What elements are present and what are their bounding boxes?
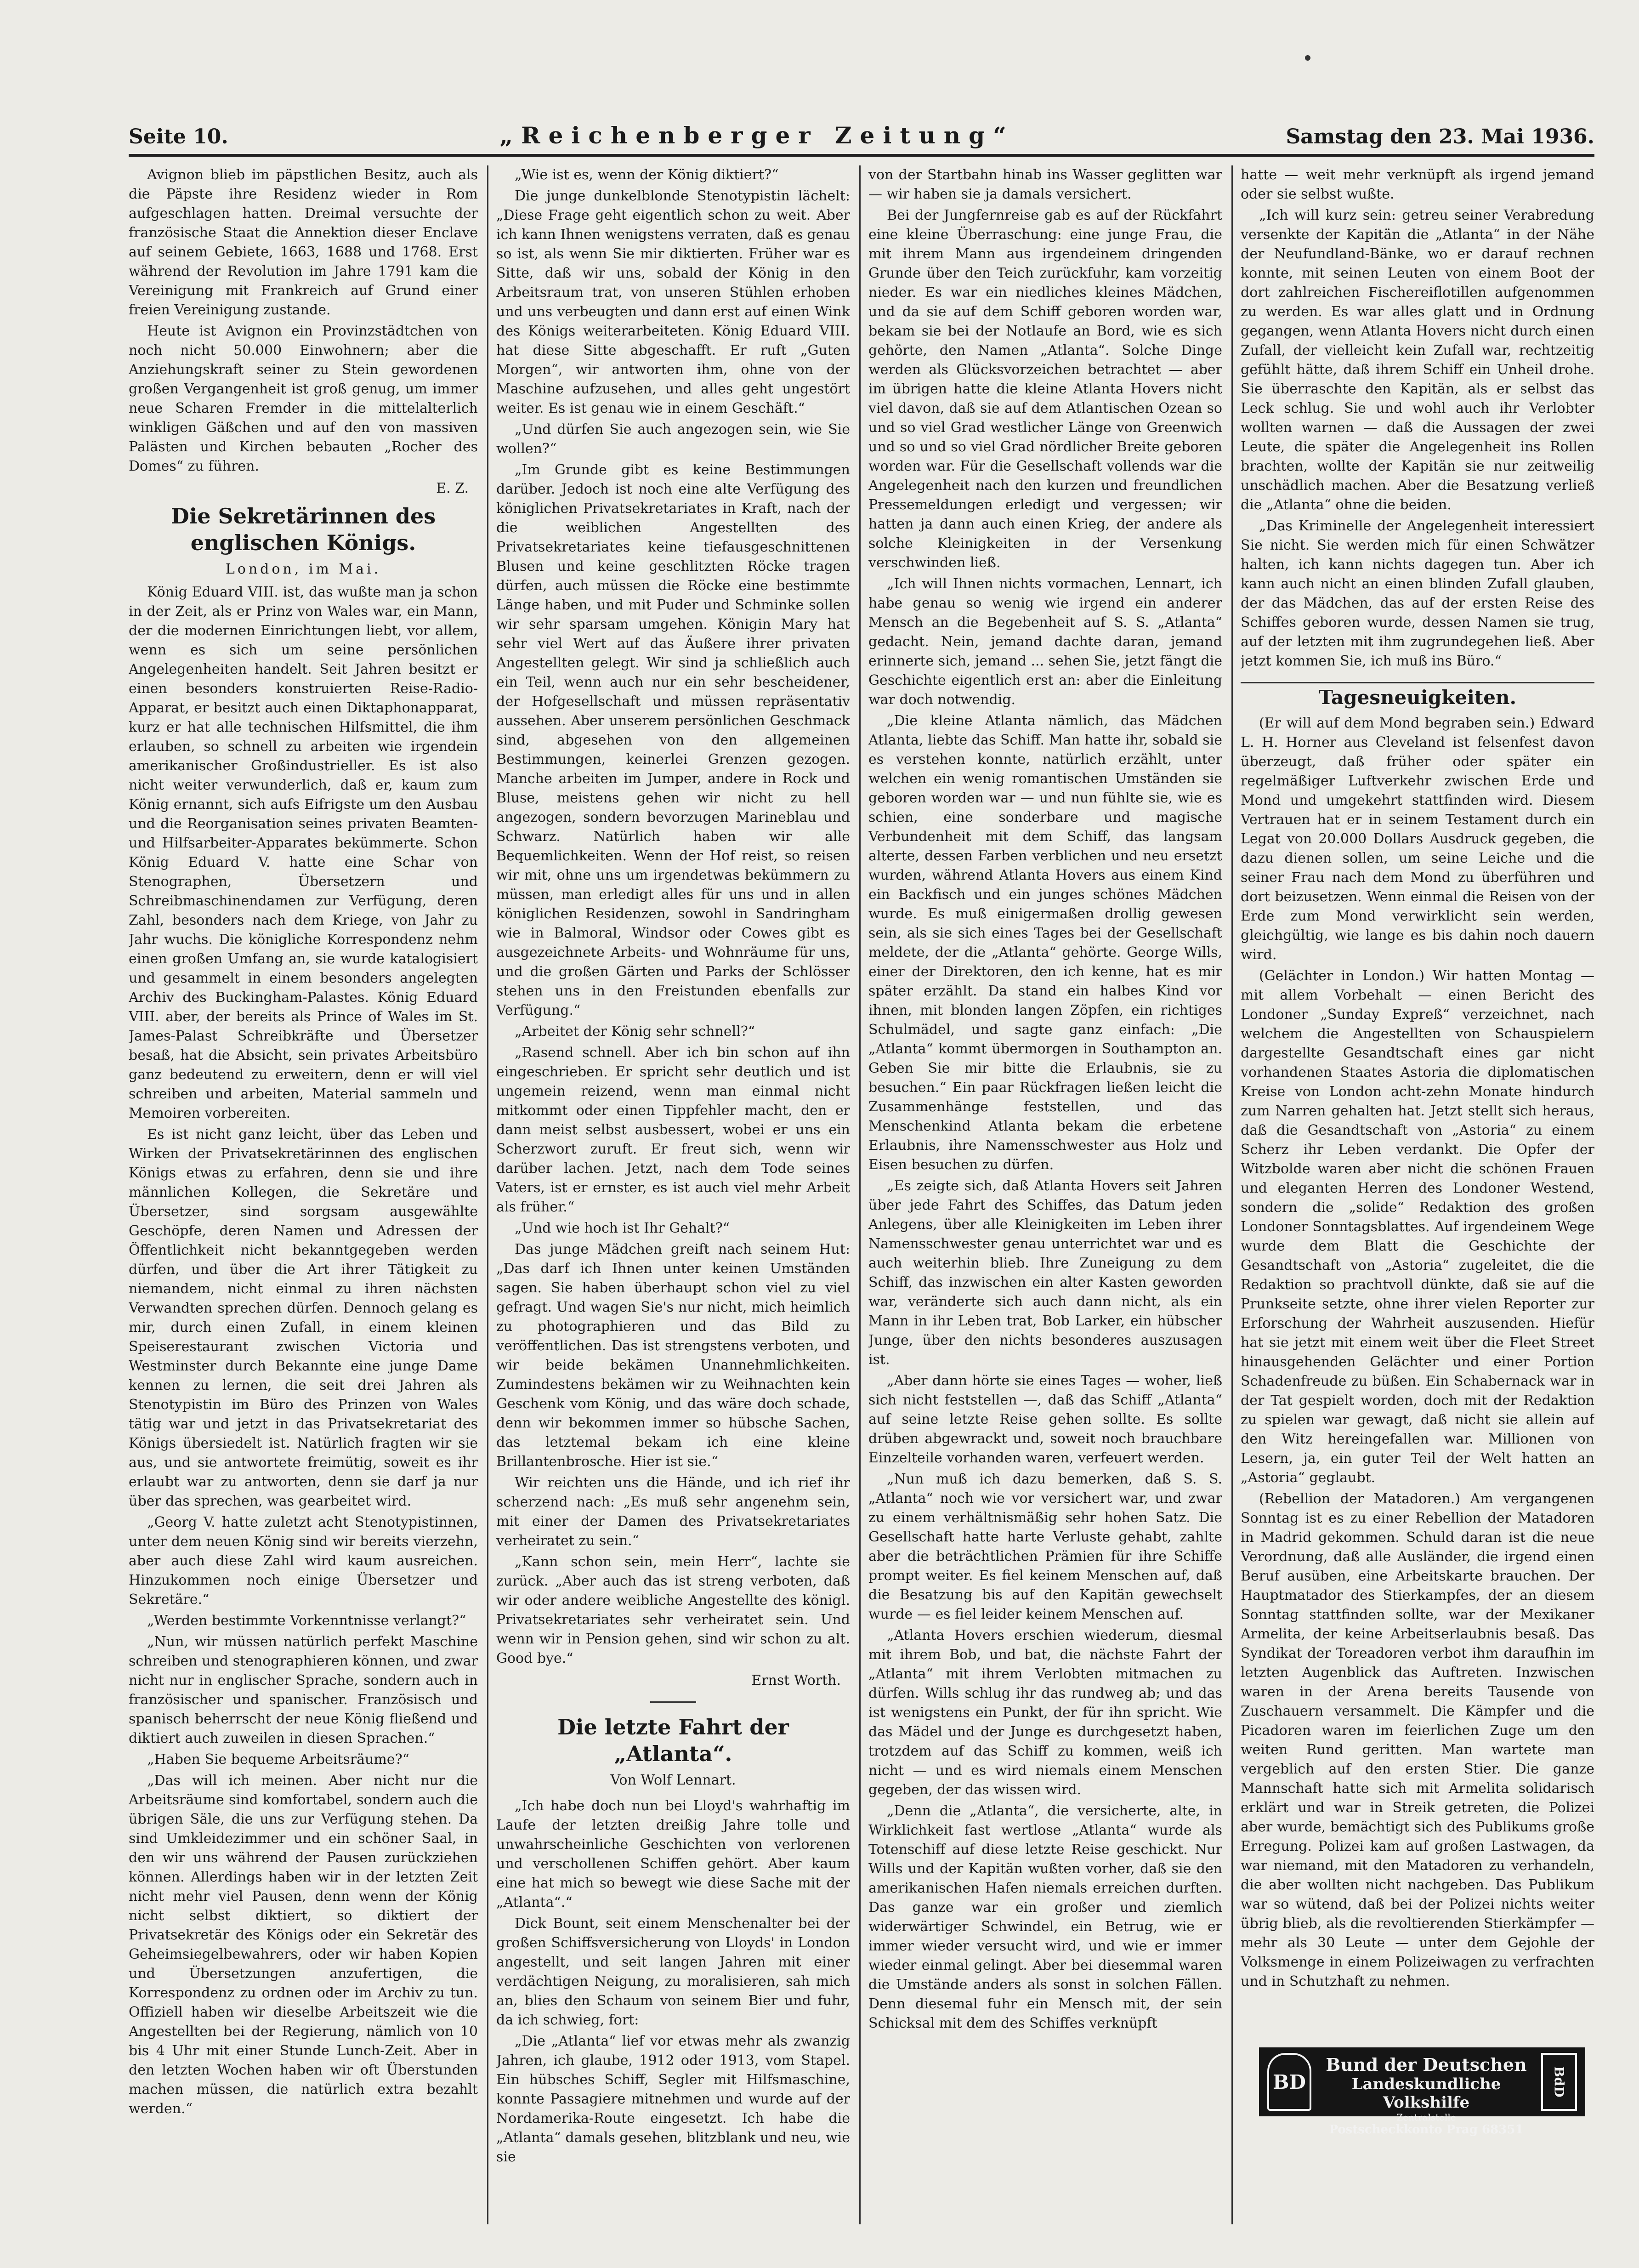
paragraph: „Wie ist es, wenn der König diktiert?“	[515, 167, 779, 183]
paragraph: hatte — weit mehr verknüpft als irgend jemand oder sie selbst wußte.	[1241, 167, 1594, 202]
paragraph: Es ist nicht ganz leicht, über das Leben und Wirken der Privatsekretärinnen des englischen Königs etwas zu erfahren, denn sie und ihre männlichen Kollegen, die Sekretäre und Übersetzer, sind sorgsam ausgewählte Geschöpfe, deren Namen und Adressen der Öffentlichkeit nicht bekanntgegeben werden dürfen, und über die Art ihrer Tätigkeit zu niemandem, nicht einmal zu ihren nächsten Verwandten sprechen dürfen. Dennoch gelang es mir, durch einen Zufall, in einem kleinen Speiserestaurant zwischen Victoria und Westminster durch Bekannte eine junge Dame kennen zu lernen, die seit drei Jahren als Stenotypistin im Büro des Prinzen von Wales tätig war und jetzt in das Privatsekretariat des Königs übersiedelt ist. Natürlich fragten wir sie aus, und sie antwortete freimütig, soweit es ihr erlaubt war zu antworten, denn sie darf ja nur über das sprechen, was gearbeitet wird.	[129, 1126, 478, 1509]
paragraph: „Und wie hoch ist Ihr Gehalt?“	[515, 1220, 730, 1236]
paragraph: „Nun muß ich dazu bemerken, daß S. S. „Atlanta“ noch wie vor versichert war, und zwar zu einem verhältnismäßig sehr hohen Satz. Die Gesellschaft hatte harte Verluste gehabt, zahlte aber die beträchtlichen Prämien für ihre Schiffe prompt weiter. Es fiel keinem Menschen auf, daß die Besatzung bis auf den Kapitän gewechselt wurde — es fiel leider keinem Menschen auf.	[868, 1471, 1222, 1622]
author-signature: Ernst Worth.	[751, 1672, 841, 1688]
paragraph: „Arbeitet der König sehr schnell?“	[515, 1023, 755, 1040]
ad-line: Bund der Deutschen	[1326, 2054, 1527, 2075]
column-rule	[487, 165, 488, 2224]
ad-text	[1320, 2054, 1533, 2137]
byline: Von Wolf Lennart.	[610, 1772, 736, 1788]
paragraph: „Im Grunde gibt es keine Bestimmungen darüber. Jedoch ist noch eine alte Verfügung des königlichen Privatsekretariates in Kraft, nach der die weiblichen Angestellten des Privatsekretariates keine tiefausgeschnittenen Blusen und keine geschlitzten Röcke tragen dürfen, auch müssen die Röcke eine bestimmte Länge haben, und mit Puder und Schminke sollen wir sehr sparsam umgehen. Königin Mary hat sehr viel Wert auf das Äußere ihrer privaten Angestellten gelegt. Wir sind ja schließlich auch ein Teil, wenn auch nur ein sehr bescheidener, der Hofgesellschaft und müssen repräsentativ aussehen. Aber unserem persönlichen Geschmack sind, abgesehen von den allgemeinen Bestimmungen, keinerlei Grenzen gezogen. Manche arbeiten im Jumper, andere in Rock und Bluse, meistens gehen wir nicht zu hell angezogen, sondern bevorzugen Marineblau und Schwarz. Natürlich haben wir alle Bequemlichkeiten. Wenn der Hof reist, so reisen wir mit, ohne uns um irgendetwas bekümmern zu müssen, man erledigt alles für uns und in allen königlichen Residenzen, sowohl in Sandringham wie in Balmoral, Windsor oder Cowes gibt es ausgezeichnete Arbeits- und Wohnräume für uns, und die großen Gärten und Parks der Schlösser stehen uns in den Freistunden ebenfalls zur Verfügung.“	[496, 462, 850, 1018]
paragraph: König Eduard VIII. ist, das wußte man ja schon in der Zeit, als er Prinz von Wales war, ein Mann, der die modernen Einrichtungen liebt, vor allem, wenn es sich um seine persönlichen Angelegenheiten handelt. Seit Jahren besitzt er einen besonders konstruierten Reise-Radio-Apparat, er besitzt auch einen Diktaphonapparat, kurz er hat alle technischen Hilfsmittel, die ihm erlauben, so schnell zu arbeiten wie irgendein amerikanischer Großindustrieller. Es ist also nicht weiter verwunderlich, daß er, kaum zum König ernannt, sich aufs Eifrigste um den Ausbau und die Reorganisation seines privaten Beamten- und Hilfsarbeiter-Apparates bekümmerte. Schon König Eduard V. hatte eine Schar von Stenographen, Übersetzern und Schreibmaschinendamen zur Verfügung, deren Zahl, besonders nach dem Kriege, von Jahr zu Jahr wuchs. Die königliche Korrespondenz nehm einen großen Umfang an, sie wurde katalogisiert und gesammelt in einem besonders angelegten Archiv des Buckingham-Palastes. König Eduard VIII. aber, der bereits als Prince of Wales im St. James-Palast Schreibkräfte und Übersetzer besaß, hat die Absicht, sein privates Arbeitsbüro ganz bedeutend zu erweitern, denn er will viel schreiben und arbeiten, Material sammeln und Memoiren vorbereiten.	[129, 584, 478, 1121]
paragraph: „Kann schon sein, mein Herr“, lachte sie zurück. „Aber auch das ist streng verboten, daß wir oder andere weibliche Angestellte des königl. Privatsekretariates sehr verheiratet sein. Und wenn wir in Pension gehen, sind wir schon zu alt. Good bye.“	[496, 1554, 850, 1666]
paragraph: „Ich will Ihnen nichts vormachen, Lennart, ich habe genau so wenig wie irgend ein anderer Mensch an die Begebenheit auf S. S. „Atlanta“ gedacht. Nein, jemand dachte daran, jemand erinnerte sich, jemand ... sehen Sie, jetzt fängt die Geschichte eigentlich erst an: aber die Einleitung war doch notwendig.	[868, 576, 1222, 708]
column-rule	[859, 165, 861, 2224]
paragraph: „Es zeigte sich, daß Atlanta Hovers seit Jahren über jede Fahrt des Schiffes, das Datum jeden Anlegens, über alle Kleinigkeiten im Leben ihrer Namensschwester genau unterrichtet war und es auch weiterhin blieb. Ihre Zuneigung zu dem Schiff, das inzwischen ein alter Kasten geworden war, veränderte sich auch dann nicht, als ein Mann in ihr Leben trat, Bob Larker, ein hübscher Junge, über den nichts besonderes auszusagen ist.	[868, 1178, 1222, 1368]
paragraph: „Werden bestimmte Vorkenntnisse verlangt?“	[147, 1613, 466, 1629]
paragraph: „Denn die „Atlanta“, die versicherte, alte, in Wirklichkeit fast wertlose „Atlanta“ wurde als Totenschiff auf diese letzte Reise geschickt. Nur Wills und der Kapitän wußten vorher, daß sie den amerikanischen Hafen niemals erreichen durften. Das ganze war ein großer und ziemlich widerwärtiger Schwindel, ein Betrug, wie er immer wieder versucht wird, und wie er immer wieder einmal gelingt. Aber bei diesemmal waren die Umstände anders als sonst in solchen Fällen. Denn diesemal fuhr ein Mensch mit, der sein Schicksal mit dem des Schiffes verknüpft	[868, 1803, 1222, 2031]
paragraph: „Und dürfen Sie auch angezogen sein, wie Sie wollen?“	[496, 421, 850, 457]
ad-line: Landeskundliche Volkshilfe	[1351, 2075, 1501, 2112]
paragraph: Heute ist Avignon ein Provinzstädtchen von noch nicht 50.000 Einwohnern; aber die Anziehungskraft seiner zu Stein gewordenen großen Vergangenheit ist groß genug, um immer neue Scharen Fremder in die mittelalterlich winkligen Gäßchen und auf den von massiven Palästen und Kirchen bebauten „Rocher des Domes“ zu führen.	[129, 323, 478, 474]
author-initials: E. Z.	[436, 480, 469, 496]
paragraph: „Das will ich meinen. Aber nicht nur die Arbeitsräume sind komfortabel, sondern auch die übrigen Säle, die uns zur Verfügung stehen. Da sind Umkleidezimmer und ein schöner Saal, in den wir uns während der Pausen zurückziehen können. Allerdings haben wir in der letzten Zeit nicht mehr viel Pausen, denn wenn der König nicht selbst diktiert, so diktiert der Privatsekretär des Königs oder ein Sekretär des Geheimsiegelbewahrers, oder wir haben Kopien und Übersetzungen anzufertigen, die Korrespondenz zu ordnen oder im Archiv zu tun. Offiziell haben wir dieselbe Arbeitszeit wie die Angestellten bei der Regierung, nämlich von 10 bis 4 Uhr mit einer Stunde Lunch-Zeit. Aber in den letzten Wochen haben wir oft Überstunden machen müssen, die natürlich extra bezahlt werden.“	[129, 1773, 478, 2117]
news-item: (Er will auf dem Mond begraben sein.) Edward L. H. Horner aus Cleveland ist felsenfest davon überzeugt, daß früher oder später ein regelmäßiger Luftverkehr zwischen Erde und Mond und umgekehrt stattfinden wird. Diesem Vertrauen hat er in seinem Testament durch ein Legat von 20.000 Dollars Ausdruck gegeben, die dazu dienen sollen, um seine Leiche und die seiner Frau nach dem Mond zu überführen und dort beizusetzen. Wenn einmal die Reisen von der Erde zum Mond verwirklicht sein werden, gleichgültig, wie lange es bis dahin noch dauern wird.	[1241, 715, 1594, 963]
issue-date: Samstag den 23. Mai 1936.	[1286, 125, 1594, 148]
paragraph: Avignon blieb im päpstlichen Besitz, auch als die Päpste ihre Residenz wieder in Rom aufgeschlagen hatten. Dreimal versuchte der französische Staat die Annektion dieser Enclave auf seinem Gebiete, 1663, 1688 und 1768. Erst während der Revolution im Jahre 1791 kam die Vereinigung mit Frankreich auf Grund einer freien Vereinigung zustande.	[129, 167, 478, 318]
paragraph: „Das Kriminelle der Angelegenheit interessiert Sie nicht. Sie werden mich für einen Schwätzer halten, ich kann nichts dagegen tun. Aber ich kann auch nicht an einen blinden Zufall glauben, der das Mädchen, das auf der ersten Reise des Schiffes geboren wurde, dessen Namen sie trug, auf der letzten mit ihm zugrundegehen ließ. Aber jetzt kommen Sie, ich muß ins Büro.“	[1241, 518, 1594, 669]
column-2	[496, 165, 850, 2188]
paragraph: „Georg V. hatte zuletzt acht Stenotypistinnen, unter dem neuen König sind wir bereits vierzehn, aber auch diese Zahl wird kaum ausreichen. Hinzukommen noch einige Übersetzer und Sekretäre.“	[129, 1514, 478, 1608]
bd-logo-icon: BD	[1267, 2053, 1311, 2111]
header-rule	[129, 154, 1594, 157]
paragraph: Wir reichten uns die Hände, und ich rief ihr scherzend nach: „Es muß sehr angenehm sein, mit einer der Damen des Privatsekretariates verheiratet zu sein.“	[496, 1475, 850, 1549]
paragraph: „Ich habe doch nun bei Lloyd's wahrhaftig im Laufe der letzten dreißig Jahre tolle und unwahrscheinliche Geschichten von verlorenen und verschollenen Schiffen gehört. Aber kaum eine hat mich so bewegt wie diese Sache mit der „Atlanta“.“	[496, 1798, 850, 1910]
paragraph: „Aber dann hörte sie eines Tages — woher, ließ sich nicht feststellen —, daß das Schiff „Atlanta“ auf seine letzte Reise gehen sollte. Es sollte drüben abgewrackt und, soweit noch brauchbare Einzelteile vorhanden waren, verfeuert werden.	[868, 1373, 1222, 1466]
page-number: Seite 10.	[129, 125, 228, 148]
paragraph: „Haben Sie bequeme Arbeitsräume?“	[147, 1751, 409, 1768]
dateline: London, im Mai.	[225, 561, 381, 577]
news-item: (Gelächter in London.) Wir hatten Montag — mit allem Vorbehalt — einen Bericht des Londoner „Sunday Expreß“ verzeichnet, nach welchem die Angestellten von Schauspielern dargestellte Gesandtschaft eines gar nicht vorhandenen Staates Astoria die diplomatischen Kreise von London acht-zehn Monate hindurch zum Narren gehalten hat. Jetzt stellt sich heraus, daß die Gesandtschaft von „Astoria“ zu einem Scherz ihr Leben verdankt. Die Opfer der Witzbolde waren aber nicht die schönen Frauen und eleganten Herren des Londoner Westend, sondern die „solide“ Redaktion des großen Londoner Sonntagsblattes. Auf irgendeinem Wege wurde dem Blatt die Geschichte der Gesandtschaft von „Astoria“ zugeleitet, die die Redaktion so prachtvoll dünkte, daß sie auf die Prunkseite setzte, ohne ihrer vielen Reporter zur Erforschung der Wahrheit auszusenden. Hiefür hat sie jetzt mit einem weit über die Fleet Street hinausgehenden Gelächter und einer Portion Schadenfreude zu büßen. Ein Schabernack war in der Tat gespielt worden, doch mit der Redaktion zu spielen war gewagt, daß nicht sie allein auf den Witz hereingefallen war. Millionen von Lesern, ja, ein guter Teil der Welt hatten an „Astoria“ geglaubt.	[1241, 968, 1594, 1486]
print-speck	[1305, 55, 1310, 61]
paragraph: „Nun, wir müssen natürlich perfekt Maschine schreiben und stenographieren können, und zwar nicht nur in englischer Sprache, sondern auch in französischer und spanischer. Französisch und spanisch beherrscht der neue König fließend und diktiert auch zuweilen in diesen Sprachen.“	[129, 1634, 478, 1746]
article-title: Die letzte Fahrt der „Atlanta“.	[557, 1715, 789, 1766]
page-header	[129, 122, 1594, 149]
ad-line: Postscheckkonto Prag 68351	[1329, 2123, 1524, 2137]
news-item: (Rebellion der Matadoren.) Am vergangenen Sonntag ist es zu einer Rebellion der Matadoren in Madrid gekommen. Schuld daran ist die neue Verordnung, daß alle Ausländer, die irgend einen Beruf ausüben, eine Arbeitskarte brauchen. Der Hauptmatador des Stierkampfes, der an diesem Sonntag stattfinden sollte, war der Mexikaner Armelita, der keine Arbeitserlaubnis besaß. Das Syndikat der Toreadoren verbot ihm daraufhin im letzten Augenblick das Auftreten. Inzwischen waren in der Arena bereits Tausende von Zuschauern versammelt. Die Kämpfer und die Picadoren waren im feierlichen Zuge um den weiten Rund geritten. Man wartete man vergeblich auf den ersten Stier. Die ganze Mannschaft hatte sich mit Armelita solidarisch erklärt und war in Streik getreten, die Polizei aber wurde, bemächtigt sich des Publikums große Erregung. Polizei kam auf großen Lastwagen, da war niemand, mit den Matadoren zu verhandeln, die aber wollten nicht nachgeben. Das Publikum war so wütend, daß bei der Polizei nichts weiter übrig blieb, als die revoltierenden Stierkämpfer — mehr als 30 Leute — unter dem Gejohle der Volksmenge in einem Polizeiwagen zu verfrachten und in Schutzhaft zu nehmen.	[1241, 1491, 1594, 1989]
article-title: Die Sekretärinnen des englischen Königs.	[170, 504, 436, 555]
paragraph: „Atlanta Hovers erschien wiederum, diesmal mit ihrem Bob, und bat, die nächste Fahrt der „Atlanta“ mit ihrem Verlobten mitmachen zu dürfen. Wills schlug ihr das rundweg ab; und das ist wenigstens ein Punkt, der für ihn spricht. Wie das Mädel und der Junge es durchgesetzt haben, trotzdem auf das Schiff zu kommen, weiß ich nicht — und es wird niemals einem Menschen gegeben, der das wissen wird.	[868, 1627, 1222, 1798]
column-1	[129, 165, 478, 2188]
advertisement	[1259, 2047, 1585, 2137]
paragraph: von der Startbahn hinab ins Wasser geglitten war — wir haben sie ja damals versichert.	[868, 167, 1222, 202]
paragraph: Das junge Mädchen greift nach seinem Hut: „Das darf ich Ihnen unter keinen Umständen sagen. Sie haben überhaupt schon viel zu viel gefragt. Und wagen Sie's nur nicht, mich heimlich zu photographieren und das Bild zu veröffentlichen. Das ist strengstens verboten, und wir beide bekämen Unannehmlichkeiten. Zumindestens bekämen wir zu Weihnachten kein Geschenk vom König, und das wäre doch schade, denn wir bekommen immer so hübsche Sachen, das letztemal bekam ich eine kleine Brillantenbrosche. Hier ist sie.“	[496, 1241, 850, 1470]
column-4	[1241, 165, 1594, 2031]
masthead: „Reichenberger Zeitung“	[499, 122, 1015, 149]
paragraph: Dick Bount, seit einem Menschenalter bei der großen Schiffsversicherung von Lloyds' in London angestellt, und seit langen Jahren mit einer verdächtigen Neigung, zu moralisieren, sah mich an, blies den Schaum von seinem Bier und fuhr, da ich schwieg, fort:	[496, 1916, 850, 2028]
paragraph: Die junge dunkelblonde Stenotypistin lächelt: „Diese Frage geht eigentlich schon zu weit. Aber ich kann Ihnen wenigstens verraten, daß es genau so ist, als wenn Sie mir diktierten. Früher war es Sitte, daß wir uns, sobald der König in den Arbeitsraum trat, von unseren Stühlen erhoben und uns verbeugten und dann erst auf einen Wink des Königs weiterarbeiteten. König Eduard VIII. hat diese Sitte abgeschafft. Er ruft „Guten Morgen“, wir antworten ihm, ohne von der Maschine aufzusehen, und alles geht ungestört weiter. Es ist genau wie in einem Geschäft.“	[496, 188, 850, 416]
paragraph: „Rasend schnell. Aber ich bin schon auf ihn eingeschrieben. Er spricht sehr deutlich und ist ungemein reizend, wenn man einmal nicht mitkommt oder einen Tippfehler macht, den er dann meist selbst ausbessert, wobei er uns ein Scherzwort zuruft. Er freut sich, wenn wir darüber lachen. Jetzt, nach dem Tode seines Vaters, ist er ernster, es ist auch viel mehr Arbeit als früher.“	[496, 1045, 850, 1215]
column-3	[868, 165, 1222, 2188]
paragraph: „Die „Atlanta“ lief vor etwas mehr als zwanzig Jahren, ich glaube, 1912 oder 1913, vom Stapel. Ein hübsches Schiff, Segler mit Hilfsmaschine, konnte Passagiere mitnehmen und wurde auf der Nordamerika-Route eingesetzt. Ich habe die „Atlanta“ damals gesehen, blitzblank und neu, wie sie	[496, 2033, 850, 2165]
section-heading: Tagesneuigkeiten.	[1241, 682, 1594, 707]
bdd-emblem-icon: BdD	[1541, 2053, 1577, 2111]
paragraph: „Ich will kurz sein: getreu seiner Verabredung versenkte der Kapitän die „Atlanta“ in der Nähe der Neufundland-Bänke, wo er darauf rechnen konnte, mit seinen Leuten von einem Boot der dort zahlreichen Fischereiflotillen aufgenommen zu werden. Es war alles glatt und in Ordnung gegangen, wenn Atlanta Hovers nicht durch einen Zufall, der vielleicht kein Zufall war, rechtzeitig gefühlt hätte, daß ihrem Schiff ein Unheil drohe. Sie überraschte den Kapitän, als er selbst das Leck schlug. Sie und wohl auch ihr Verlobter wollten warnen — daß die Aussagen der zwei Leute, die später die Angelegenheit ins Rollen brachten, wollte der Kapitän sie nur zeitweilig unschädlich machen. Aber die Besatzung verließ die „Atlanta“ ohne die beiden.	[1241, 207, 1594, 513]
ad-line: Zentralstelle	[1396, 2112, 1456, 2123]
paragraph: Bei der Jungfernreise gab es auf der Rückfahrt eine kleine Überraschung: eine junge Frau, die mit ihrem Mann aus irgendeinem dringenden Grunde über den Teich zurückfuhr, kam vorzeitig nieder. Es war ein niedliches kleines Mädchen, und da sie auf dem Schiff geboren worden war, bekam sie bei der Notlaufe an Bord, wie es sich gehörte, den Namen „Atlanta“. Solche Dinge werden als Glücksvorzeichen betrachtet — aber im übrigen hatte die kleine Atlanta Hovers nicht viel davon, daß sie auf dem Atlantischen Ozean so und so viel Grad westlicher Länge von Greenwich und so und so viel Grad nördlicher Breite geboren worden war. Für die Gesellschaft vollends war die Angelegenheit nach den kurzen und freundlichen Pressemeldungen erledigt und vergessen; wir hatten ja dann auch einen Krieg, der andere als solche Kleinigkeiten in der Versenkung verschwinden ließ.	[868, 207, 1222, 571]
column-rule	[1231, 165, 1233, 2224]
paragraph: „Die kleine Atlanta nämlich, das Mädchen Atlanta, liebte das Schiff. Man hatte ihr, sobald sie es verstehen konnte, natürlich erzählt, unter welchen ein wenig romantischen Umständen sie geboren worden war — und nun fühlte sie, wie es schien, eine sonderbare und magische Verbundenheit mit dem Schiff, das langsam alterte, dessen Farben verblichen und neu ersetzt wurden, während Atlanta Hovers aus einem Kind ein Backfisch und ein junges schönes Mädchen wurde. Es muß einigermaßen drollig gewesen sein, als sie sich eines Tages bei der Gesellschaft meldete, der die „Atlanta“ gehörte. George Wills, einer der Direktoren, den ich kenne, hat es mir später erzählt. Da stand ein halbes Kind vor ihnen, mit blonden langen Zöpfen, ein richtiges Schulmädel, und sagte ganz einfach: „Die „Atlanta“ kommt übermorgen in Southampton an. Geben Sie mir bitte die Erlaubnis, sie zu besuchen.“ Ein paar Rückfragen ließen leicht die Zusammenhänge feststellen, und das Menschenkind Atlanta bekam die erbetene Erlaubnis, ihre Namensschwester aus Holz und Eisen besuchen zu dürfen.	[868, 713, 1222, 1173]
article-divider	[650, 1701, 696, 1703]
